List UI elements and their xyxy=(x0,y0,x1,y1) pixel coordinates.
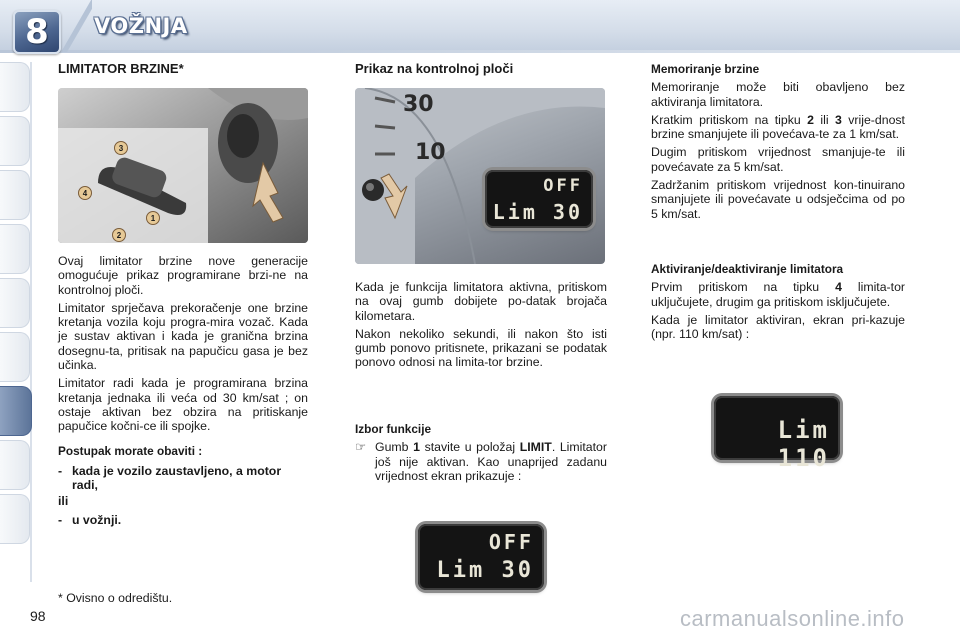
activation-key-4: 4 xyxy=(835,280,842,295)
chapter-title: VOŽNJA xyxy=(94,14,188,38)
header-divider xyxy=(0,50,960,53)
gauge-label-30: 30 xyxy=(403,92,434,117)
condition-or: ili xyxy=(58,494,69,509)
callout-1: 1 xyxy=(146,211,160,225)
side-tab-4[interactable] xyxy=(0,224,30,274)
memorize-p2 xyxy=(651,113,905,142)
memorize-title: Memoriranje brzine xyxy=(651,62,760,76)
stalk-illustration xyxy=(58,88,308,243)
select-text xyxy=(375,440,607,483)
side-tab-7-active[interactable] xyxy=(0,386,32,436)
side-tab-1[interactable] xyxy=(0,62,30,112)
lcd-default-display xyxy=(418,524,544,590)
memorize-p2-a: Kratkim pritiskom na tipku xyxy=(651,112,801,127)
select-text-a: Gumb xyxy=(375,440,409,455)
display-p2: Nakon nekoliko sekundi, ili nakon što isti gumb ponovo pritisnete, prikazani se podatak ponovo odnosi na limita-tor brzine. xyxy=(355,326,607,370)
lcd-off-text: OFF xyxy=(543,176,583,196)
display-p1: Kada je funkcija limitatora aktivna, pritiskom na ovaj gumb dobijete po-datak brojača kilometara. xyxy=(355,280,607,323)
side-tab-8[interactable] xyxy=(0,440,30,490)
watermark: carmanualsonline.info xyxy=(680,606,905,631)
lcd3-limit-text: Lim 110 xyxy=(777,416,830,472)
footnote: * Ovisno o odredištu. xyxy=(58,591,173,605)
activation-title: Aktiviranje/deaktiviranje limitatora xyxy=(651,262,844,276)
condition-2-text: u vožnji. xyxy=(72,512,122,527)
limiter-range: Limitator radi kada je programirana brzina kretanja jednaka ili veća od 30 km/sat ; on ostaje aktivan bez obzira na pritiskanje papučice kočni-ce ili spojke. xyxy=(58,376,308,434)
stalk-drawing xyxy=(58,88,308,243)
memorize-p4: Zadržanim pritiskom vrijednost kon-tinuirano smanjujete ili povećavate u odsječcima od po 5 km/sat. xyxy=(651,178,905,221)
memorize-key-3: 3 xyxy=(835,112,842,127)
limiter-intro: Ovaj limitator brzine nove generacije omogućuje prikaz programirane brzi-ne na kontrolnoj ploči. xyxy=(58,254,308,297)
side-tab-3[interactable] xyxy=(0,170,30,220)
column-speed-limiter xyxy=(58,62,308,80)
condition-2 xyxy=(58,513,308,527)
select-step xyxy=(355,440,607,487)
column-memorize xyxy=(651,62,905,225)
condition-1 xyxy=(58,464,308,493)
activation-p2: Kada je limitator aktiviran, ekran pri-kazuje (npr. 110 km/sat) : xyxy=(651,312,905,342)
lcd-active-display xyxy=(714,396,840,472)
side-tab-5[interactable] xyxy=(0,278,30,328)
pointing-hand-icon: ☞ xyxy=(355,440,367,455)
limiter-description xyxy=(58,254,308,529)
display-description xyxy=(355,280,607,374)
side-tab-9[interactable] xyxy=(0,494,30,544)
memorize-p3: Dugim pritiskom vrijednost smanjuje-te ili povećavate za 5 km/sat. xyxy=(651,145,905,174)
section-title-display: Prikaz na kontrolnoj ploči xyxy=(355,61,514,76)
side-tab-6[interactable] xyxy=(0,332,30,382)
select-title: Izbor funkcije xyxy=(355,422,432,436)
memorize-p2-ili: ili xyxy=(820,112,829,127)
lcd-limit-text: Lim 30 xyxy=(492,200,583,224)
condition-1-dash: - xyxy=(58,463,63,478)
lcd2-limit-text: Lim 30 xyxy=(436,558,534,583)
condition-1-text: kada je vozilo zaustavljeno, a motor radi, xyxy=(72,463,282,493)
section-title-limiter: LIMITATOR BRZINE* xyxy=(58,61,184,76)
activation-p1-a: Prvim pritiskom na tipku xyxy=(651,280,820,295)
header-tab-accent xyxy=(62,0,92,52)
page-number: 98 xyxy=(30,608,46,624)
select-key-1: 1 xyxy=(413,440,420,455)
condition-2-dash: - xyxy=(58,512,63,527)
select-text-b: stavite u položaj xyxy=(424,440,516,455)
activation-p1 xyxy=(651,280,905,309)
column-activation xyxy=(651,262,905,345)
function-selection xyxy=(355,422,607,487)
conditions-title: Postupak morate obaviti : xyxy=(58,443,203,458)
select-limit: LIMIT xyxy=(519,440,552,455)
dashboard-lcd xyxy=(485,170,593,228)
memorize-key-2: 2 xyxy=(807,112,814,127)
chapter-number-badge: 8 xyxy=(13,10,61,54)
callout-3: 3 xyxy=(114,141,128,155)
activation-p1-b: limita-tor uključujete, drugim ga pritiskom isključujete. xyxy=(651,280,905,309)
side-tab-2[interactable] xyxy=(0,116,30,166)
select-text-c: . Limitator još nije aktivan. Kao unaprijed zadanu vrijednost ekran prikazuje : xyxy=(375,440,607,483)
memorize-p2-b: vrije-dnost brzine smanjujete ili povećava-te za 1 km/sat. xyxy=(651,112,905,142)
column-dashboard-display xyxy=(355,62,607,80)
chapter-side-tabs xyxy=(0,62,32,582)
callout-4: 4 xyxy=(78,186,92,200)
callout-2: 2 xyxy=(112,228,126,242)
dashboard-illustration xyxy=(355,88,605,264)
limiter-function: Limitator sprječava prekoračenje one brzine kretanja vozila koju progra-mira vozač. Kada je sustav aktivan i kada je granična brzina dosegnu-ta, pritisak na papučicu gasa je bez učinka. xyxy=(58,300,308,373)
memorize-p1: Memoriranje može biti obavljeno bez aktiviranja limitatora. xyxy=(651,80,905,109)
gauge-label-10: 10 xyxy=(415,140,446,165)
lcd2-off-text: OFF xyxy=(488,530,534,554)
